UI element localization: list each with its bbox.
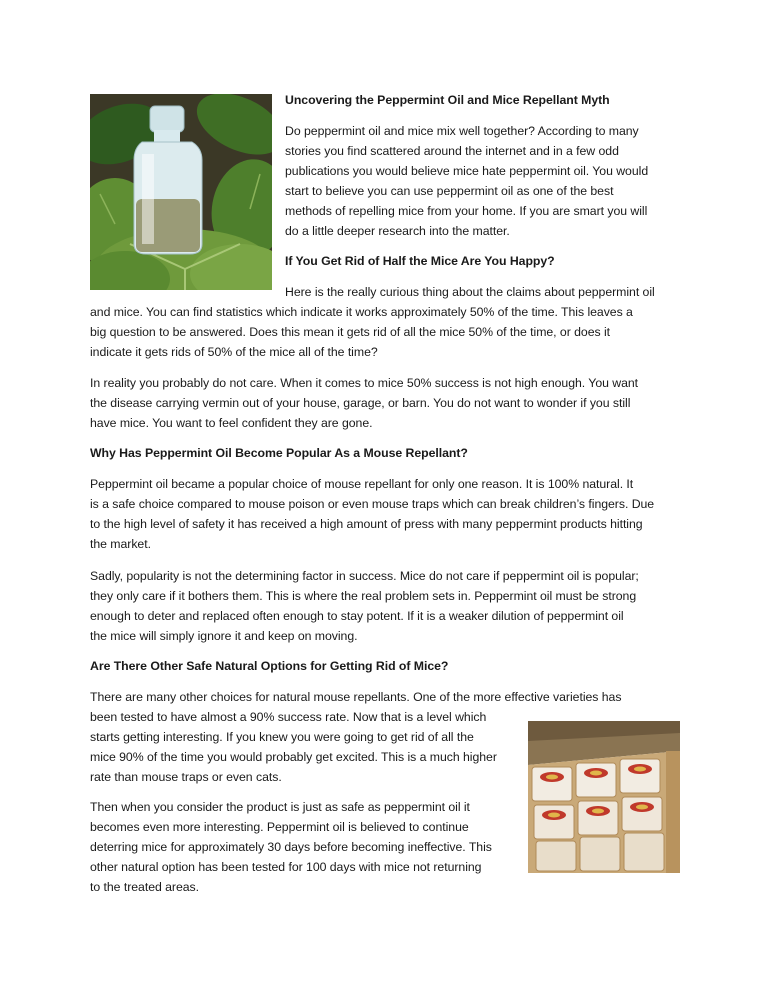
paragraph-line: is a safe choice compared to mouse poison or even mouse traps which can break children’s fingers. Due: [90, 497, 655, 511]
paragraph-line: big question to be answered. Does this mean it gets rid of all the mice 50% of the time, or does it: [90, 325, 610, 339]
paragraph-line: indicate it gets rids of 50% of the mice all of the time?: [90, 345, 378, 359]
intro-line: start to believe you can use peppermint oil as one of the best: [285, 184, 614, 198]
section-heading: If You Get Rid of Half the Mice Are You Happy?: [285, 254, 555, 268]
paragraph-line: Peppermint oil became a popular choice of mouse repellant for only one reason. It is 100% natural. It: [90, 477, 634, 491]
section-heading: Why Has Peppermint Oil Become Popular As a Mouse Repellant?: [90, 446, 468, 460]
paragraph-line: In reality you probably do not care. When it comes to mice 50% success is not high enough. You want: [90, 376, 639, 390]
paragraph-line: and mice. You can find statistics which indicate it works approximately 50% of the time. This leaves a: [90, 305, 633, 319]
paragraph-line: enough to deter and replaced often enough to stay potent. If it is a weaker dilution of peppermint oil: [90, 609, 624, 623]
article-title: Uncovering the Peppermint Oil and Mice Repellant Myth: [285, 93, 610, 107]
intro-line: publications you would believe mice hate peppermint oil. You would: [285, 164, 649, 178]
paragraph-line: other natural option has been tested for 100 days with mice not returning: [90, 860, 482, 874]
paragraph-line: been tested to have almost a 90% success rate. Now that is a level which: [90, 710, 487, 724]
paragraph-line: mice 90% of the time you would probably get excited. This is a much higher: [90, 750, 497, 764]
paragraph-line: to the high level of safety it has received a high amount of press with many peppermint products hitting: [90, 517, 643, 531]
paragraph-line: the market.: [90, 537, 151, 551]
section-heading: Are There Other Safe Natural Options for Getting Rid of Mice?: [90, 659, 449, 673]
paragraph-line: have mice. You want to feel confident they are gone.: [90, 416, 373, 430]
intro-line: stories you find scattered around the internet and in a few odd: [285, 144, 619, 158]
paragraph-line: starts getting interesting. If you knew you were going to get rid of all the: [90, 730, 474, 744]
paragraph-line: they only care if it bothers them. This is where the real problem sets in. Peppermint oil must be strong: [90, 589, 637, 603]
repellent-packets-box-photo: [528, 721, 680, 873]
paragraph-line: to the treated areas.: [90, 880, 200, 894]
paragraph-line: rate than mouse traps or even cats.: [90, 770, 282, 784]
paragraph-line: Sadly, popularity is not the determining factor in success. Mice do not care if peppermint oil is popular;: [90, 569, 639, 583]
paragraph-line: There are many other choices for natural mouse repellants. One of the more effective varieties has: [90, 690, 622, 704]
paragraph-line: deterring mice for approximately 30 days before becoming ineffective. This: [90, 840, 492, 854]
paragraph-line: Here is the really curious thing about the claims about peppermint oil: [285, 285, 655, 299]
paragraph-line: becomes even more interesting. Peppermint oil is believed to continue: [90, 820, 469, 834]
peppermint-oil-bottle-photo: [90, 94, 272, 290]
paragraph-line: Then when you consider the product is just as safe as peppermint oil it: [90, 800, 470, 814]
intro-line: methods of repelling mice from your home. If you are smart you will: [285, 204, 648, 218]
paragraph-line: the mice will simply ignore it and keep on moving.: [90, 629, 358, 643]
intro-line: Do peppermint oil and mice mix well together? According to many: [285, 124, 639, 138]
intro-line: do a little deeper research into the matter.: [285, 224, 510, 238]
paragraph-line: the disease carrying vermin out of your house, garage, or barn. You do not want to wonder if you still: [90, 396, 631, 410]
